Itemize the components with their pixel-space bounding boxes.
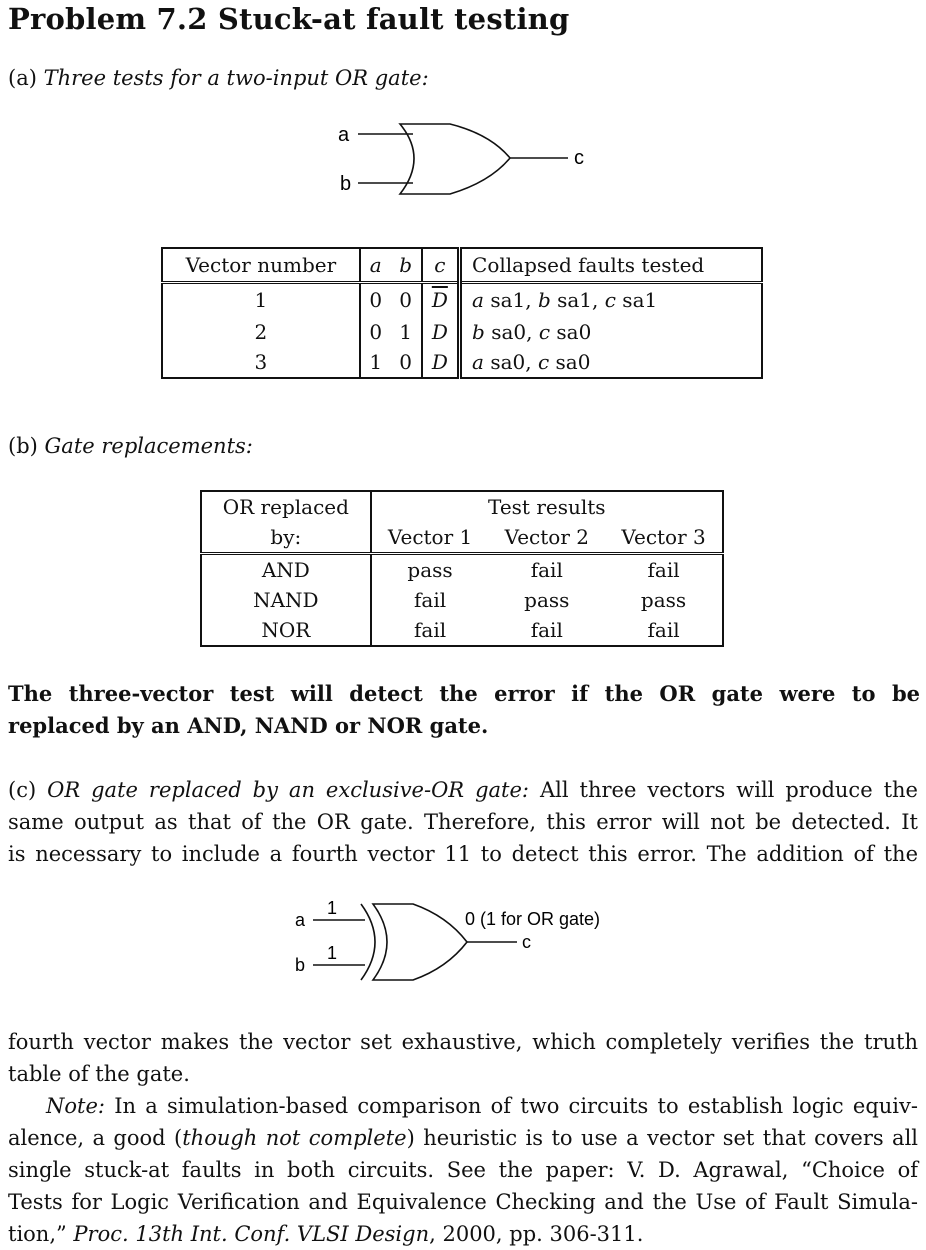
- header-by: by:: [201, 522, 371, 554]
- faults-cell: a sa0, c sa0: [460, 347, 762, 378]
- xor-extra-arc: [361, 904, 375, 980]
- header-a: a: [360, 248, 391, 283]
- table-row: 3 1 0 D a sa0, c sa0: [162, 347, 762, 378]
- table-row: NAND fail pass pass: [201, 585, 723, 615]
- output-c-label: c: [574, 147, 584, 169]
- gate-replacement-table: OR replaced Test results by: Vector 1 Vector 2 Vector 3 AND pass fail fail NAND fail pass pass NOR fail fail fail: [200, 490, 724, 647]
- table-row: AND pass fail fail: [201, 554, 723, 586]
- header-test-results: Test results: [371, 491, 723, 522]
- input-b-label: b: [340, 173, 352, 195]
- header-c: c: [422, 248, 460, 283]
- part-c-continuation: fourth vector makes the vector set exhaustive, which completely verifies the truth table of the gate.: [8, 1030, 918, 1086]
- page-title: Problem 7.2 Stuck-at fault testing: [8, 2, 570, 36]
- header-vector-number: Vector number: [162, 248, 360, 283]
- test-vector-table: [161, 247, 763, 379]
- note-paragraph: Note: In a simulation-based comparison of two circuits to establish logic equiv- alence, a good (though not complete) heuristic is to use a vector set that covers all single stuck-at faults in both circuits. See the paper: V. D. Agrawal, “Choice of Tests for Logic Verification and Equivalence Checking and the Use of Fault Simula- tion,” Proc. 13th Int. Conf. VLSI Design, 2000, pp. 306-311.: [8, 1094, 919, 1246]
- table-row: 1 0 0 $\overline{D}$ a sa1, b sa1, c sa1: [162, 283, 762, 317]
- input-a-value: 1: [327, 898, 338, 918]
- header-b: b: [391, 248, 422, 283]
- part-a-heading: (a) Three tests for a two-input OR gate:: [8, 66, 429, 90]
- table-row: 2 0 1 D b sa0, c sa0: [162, 317, 762, 347]
- faults-cell: b sa0, c sa0: [460, 317, 762, 347]
- xor-gate-shape: [373, 904, 467, 980]
- input-a-label: a: [338, 124, 350, 146]
- or-gate-shape: [400, 124, 510, 194]
- input-a-label: a: [295, 910, 306, 930]
- output-value-note: 0 (1 for OR gate): [465, 909, 601, 929]
- input-b-value: 1: [327, 943, 338, 963]
- header-faults: Collapsed faults tested: [460, 248, 762, 283]
- table-row: NOR fail fail fail: [201, 615, 723, 646]
- xor-gate-diagram: [285, 890, 635, 990]
- header-or-replaced: OR replaced: [222, 495, 349, 519]
- conclusion-text: The three-vector test will detect the error if the OR gate were to be replaced by an AND, NAND or NOR gate.: [8, 681, 920, 738]
- part-b-heading: (b) Gate replacements:: [8, 434, 253, 458]
- input-b-label: b: [295, 955, 306, 975]
- part-c-paragraph: (c) OR gate replaced by an exclusive-OR gate: All three vectors will produce the same output as that of the OR gate. Therefore, this error will not be detected. It is necessary to include a fourth vector 11 to detect this error. The addition of the: [8, 778, 918, 866]
- output-c-label: c: [522, 932, 531, 952]
- or-gate-diagram: [330, 110, 600, 210]
- faults-cell: a sa1, b sa1, c sa1: [460, 283, 762, 317]
